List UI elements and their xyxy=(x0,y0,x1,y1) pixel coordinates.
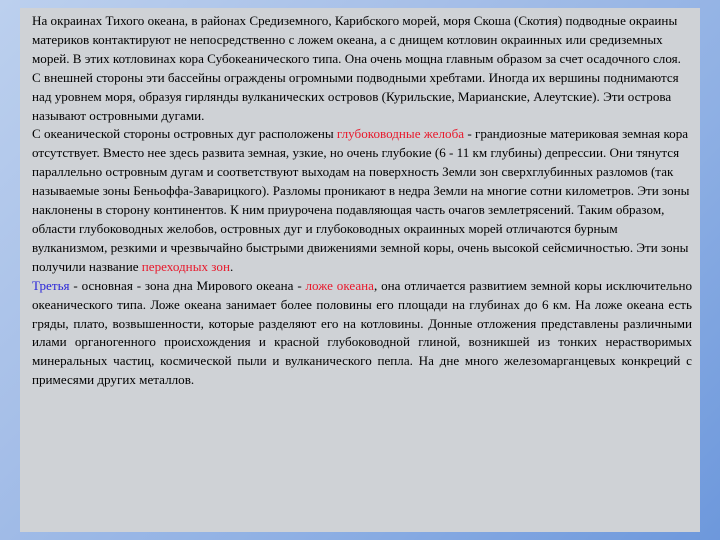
body-text xyxy=(32,12,692,390)
paragraph-ocean-floor xyxy=(32,277,692,390)
paragraph-trenches-end: . xyxy=(229,258,234,274)
term-ocean-floor: ложе океана xyxy=(305,277,374,293)
paragraph-ocean-floor-mid: - основная - зона дна Мирового океана - xyxy=(69,277,306,293)
term-third: Третья xyxy=(32,277,70,293)
paragraph-trenches xyxy=(32,125,692,276)
paragraph-ocean-floor-body: , она отличается развитием земной коры исключительно океанического типа. Ложе океана занимает более половины его площади на глубинах до 6 км. На ложе океана есть гряды, плато, возвышенности, которые разделяют его на котловины. Донные отложения представлены различными илами органогенного происхождения и красной глубоководной глиной, возникшей из тонких нерастворимых минеральных частиц, космической пыли и вулканического пепла. На дне много железомарганцевых конкреций с примесями других металлов. xyxy=(32,277,693,388)
paragraph-trenches-body: - грандиозные материковая земная кора отсутствует. Вместо нее здесь развита земная, узкие, но очень глубокие (6 - 11 км глубины) депрессии. Они тянутся параллельно островным дугам и соответствуют выходам на поверхность Земли зон сверхглубинных разломов (так называемые зоны Беньоффа-Заварицкого). Разломы проникают в недра Земли на многие сотни километров. Эти зоны наклонены в сторону континентов. К ним приурочена подавляющая часть очагов землетрясений. Таким образом, области глубоководных желобов, островных дуг и глубоководных окраинных морей отличаются бурным вулканизмом, резкими и чрезвычайно быстрыми движениями земной коры, очень высокой сейсмичностью. Эти зоны получили название xyxy=(32,126,690,274)
paragraph-island-arcs: На окраинах Тихого океана, в районах Средиземного, Карибского морей, моря Скоша (Скотия) подводные окраины материков контактируют не непосредственно с ложем океана, а с днищем котловин окраинных или средиземных морей. В этих котловинах кора Субокеанического типа. Она очень мощна главным образом за счет осадочного слоя. С внешней стороны эти бассейны ограждены огромными подводными хребтами. Иногда их вершины поднимаются над уровнем моря, образуя гирлянды вулканических островов (Курильские, Марианские, Алеутские). Эти острова называют островными дугами. xyxy=(32,13,681,123)
paragraph-trenches-intro: С океанической стороны островных дуг расположены xyxy=(32,126,337,142)
term-deep-sea-trenches: глубоководные желоба xyxy=(336,126,465,142)
term-transition-zones: переходных зон xyxy=(141,258,230,274)
